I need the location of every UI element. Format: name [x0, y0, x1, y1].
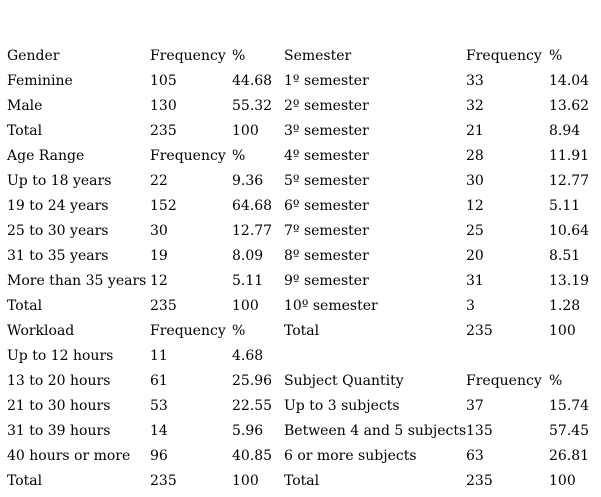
table-cell: 4.68 [232, 348, 264, 364]
table-cell: 19 to 24 years [7, 198, 109, 214]
table-cell: Total [284, 323, 320, 339]
table-cell: 19 [150, 248, 168, 264]
table-cell: 40.85 [232, 448, 273, 464]
semester-header-label: Semester [284, 48, 352, 64]
table-cell: 15.74 [549, 398, 590, 414]
table-cell: 13.19 [549, 273, 590, 289]
table-cell: 1.28 [549, 298, 581, 314]
workload-header-label: Workload [7, 323, 75, 339]
table-cell: 3º semester [284, 123, 369, 139]
table-cell: 55.32 [232, 98, 273, 114]
table-cell: 20 [466, 248, 484, 264]
table-cell: 31 [466, 273, 484, 289]
table-cell: 33 [466, 73, 484, 89]
table-cell: 40 hours or more [7, 448, 131, 464]
subject-quantity-header-frequency: Frequency [466, 373, 542, 389]
table-cell: 63 [466, 448, 484, 464]
table-cell: 30 [150, 223, 168, 239]
table-cell: 96 [150, 448, 168, 464]
table-cell: 32 [466, 98, 484, 114]
table-cell: 12 [150, 273, 168, 289]
table-cell: 1º semester [284, 73, 369, 89]
table-cell: Male [7, 98, 43, 114]
table-cell: 37 [466, 398, 484, 414]
table-cell: 100 [549, 323, 576, 339]
table-cell: 100 [232, 298, 259, 314]
semester-header-percent: % [549, 48, 563, 64]
workload-header-frequency: Frequency [150, 323, 226, 339]
table-cell: 25 [466, 223, 484, 239]
table-cell: More than 35 years [7, 273, 147, 289]
table-cell: 31 to 39 hours [7, 423, 111, 439]
age-range-header-label: Age Range [7, 148, 85, 164]
age-range-header-percent: % [232, 148, 246, 164]
table-cell: 8.09 [232, 248, 264, 264]
table-cell: 11 [150, 348, 168, 364]
table-cell: 53 [150, 398, 168, 414]
semester-header-frequency: Frequency [466, 48, 542, 64]
table-cell: 7º semester [284, 223, 369, 239]
table-cell: 13.62 [549, 98, 590, 114]
table-cell: 5.96 [232, 423, 264, 439]
table-cell: 3 [466, 298, 475, 314]
table-cell: Total [7, 473, 43, 489]
table-cell: Up to 18 years [7, 173, 112, 189]
table-cell: 100 [549, 473, 576, 489]
table-cell: 10º semester [284, 298, 378, 314]
table-cell: 21 [466, 123, 484, 139]
table-cell: 12.77 [549, 173, 590, 189]
table-cell: 12.77 [232, 223, 273, 239]
table-cell: 57.45 [549, 423, 590, 439]
table-cell: 235 [150, 473, 177, 489]
gender-header-label: Gender [7, 48, 60, 64]
table-cell: 235 [150, 298, 177, 314]
table-cell: Between 4 and 5 subjects [284, 423, 467, 439]
table-cell: 14.04 [549, 73, 590, 89]
table-cell: 4º semester [284, 148, 369, 164]
subject-quantity-header-label: Subject Quantity [284, 373, 404, 389]
gender-header-frequency: Frequency [150, 48, 226, 64]
age-range-header-frequency: Frequency [150, 148, 226, 164]
table-cell: 22.55 [232, 398, 273, 414]
table-cell: 100 [232, 123, 259, 139]
table-cell: Up to 3 subjects [284, 398, 400, 414]
table-cell: 5.11 [549, 198, 581, 214]
table-cell: 135 [466, 423, 493, 439]
table-cell: 105 [150, 73, 177, 89]
table-cell: 8.94 [549, 123, 581, 139]
table-cell: 9.36 [232, 173, 264, 189]
table-cell: Total [284, 473, 320, 489]
table-cell: 235 [150, 123, 177, 139]
table-cell: 2º semester [284, 98, 369, 114]
subject-quantity-header-percent: % [549, 373, 563, 389]
table-cell: 8.51 [549, 248, 581, 264]
table-cell: 9º semester [284, 273, 369, 289]
table-cell: 25.96 [232, 373, 273, 389]
table-cell: 13 to 20 hours [7, 373, 111, 389]
table-cell: 8º semester [284, 248, 369, 264]
table-cell: 28 [466, 148, 484, 164]
table-cell: Total [7, 123, 43, 139]
table-cell: Total [7, 298, 43, 314]
table-cell: 152 [150, 198, 177, 214]
table-cell: 235 [466, 473, 493, 489]
table-cell: 26.81 [549, 448, 590, 464]
table-cell: 5.11 [232, 273, 264, 289]
table-cell: 130 [150, 98, 177, 114]
table-cell: 6 or more subjects [284, 448, 417, 464]
table-cell: 30 [466, 173, 484, 189]
table-cell: 64.68 [232, 198, 273, 214]
table-cell: 22 [150, 173, 168, 189]
table-cell: 31 to 35 years [7, 248, 109, 264]
table-cell: 100 [232, 473, 259, 489]
table-cell: 25 to 30 years [7, 223, 109, 239]
table-cell: 5º semester [284, 173, 369, 189]
table-cell: Feminine [7, 73, 73, 89]
gender-header-percent: % [232, 48, 246, 64]
table-cell: 6º semester [284, 198, 369, 214]
table-cell: 235 [466, 323, 493, 339]
workload-header-percent: % [232, 323, 246, 339]
table-cell: 10.64 [549, 223, 590, 239]
table-cell: Up to 12 hours [7, 348, 114, 364]
table-cell: 61 [150, 373, 168, 389]
table-cell: 44.68 [232, 73, 273, 89]
table-cell: 21 to 30 hours [7, 398, 111, 414]
table-cell: 12 [466, 198, 484, 214]
table-cell: 11.91 [549, 148, 590, 164]
table-cell: 14 [150, 423, 168, 439]
